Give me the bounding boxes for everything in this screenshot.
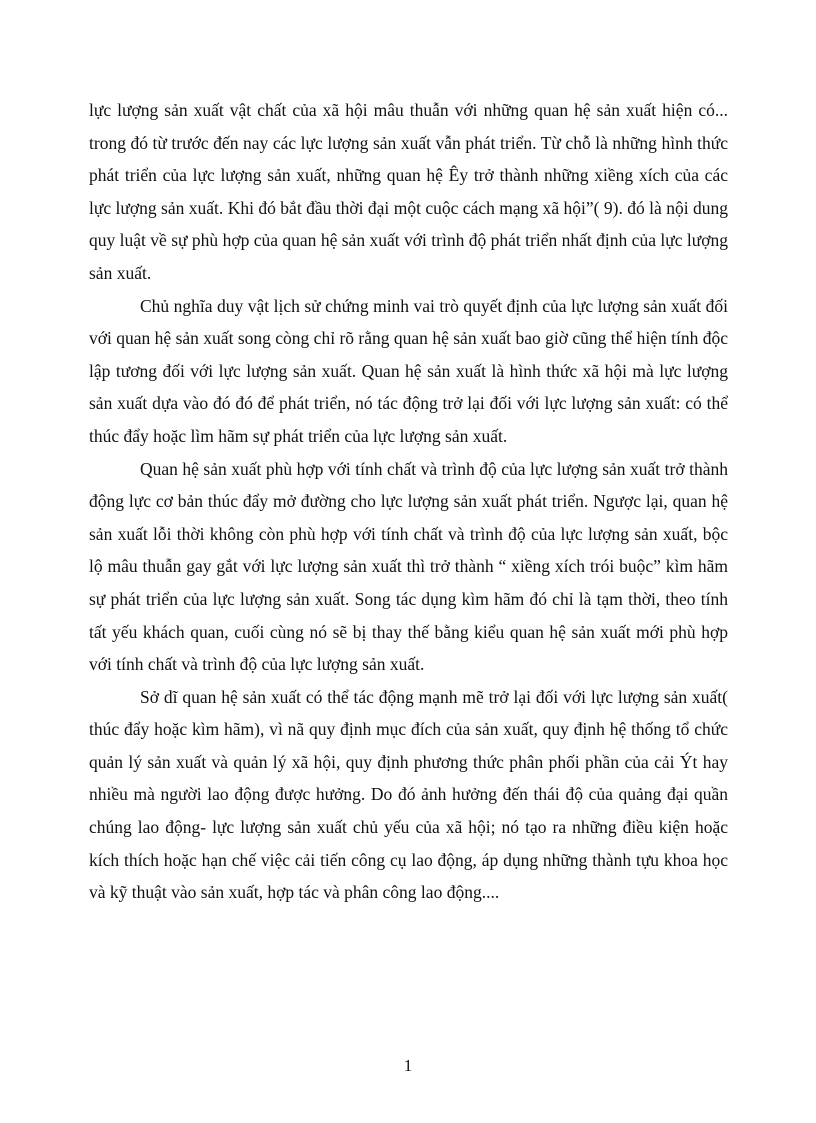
paragraph-1: lực lượng sản xuất vật chất của xã hội mâu thuẫn với những quan hệ sản xuất hiện có... trong đó từ trước đến nay các lực lượng sản xuất vẫn phát triển. Từ chỗ là những hình thức phát triển của lực lượng sản xuất, những quan hệ Êy trở thành những xiềng xích của các lực lượng sản xuất. Khi đó bắt đầu thời đại một cuộc cách mạng xã hội”( 9). đó là nội dung quy luật về sự phù hợp của quan hệ sản xuất với trình độ phát triển nhất định của lực lượng sản xuất. — [89, 100, 728, 283]
paragraph-4: Sở dĩ quan hệ sản xuất có thể tác động mạnh mẽ trở lại đối với lực lượng sản xuất( thúc đẩy hoặc kìm hãm), vì nã quy định mục đích của sản xuất, quy định hệ thống tổ chức quản lý sản xuất và quản lý xã hội, quy định phương thức phân phối phần của cải Ýt hay nhiều mà người lao động được hưởng. Do đó ảnh hưởng đến thái độ của quảng đại quần chúng lao động- lực lượng sản xuất chủ yếu của xã hội; nó tạo ra những điều kiện hoặc kích thích hoặc hạn chế việc cải tiến công cụ lao động, áp dụng những thành tựu khoa học và kỹ thuật vào sản xuất, hợp tác và phân công lao động.... — [89, 686, 728, 903]
paragraph-2: Chủ nghĩa duy vật lịch sử chứng minh vai trò quyết định của lực lượng sản xuất đối với quan hệ sản xuất song còng chỉ rõ rằng quan hệ sản xuất bao giờ cũng thể hiện tính độc lập tương đối với lực lượng sản xuất. Quan hệ sản xuất là hình thức xã hội mà lực lượng sản xuất dựa vào đó đó để phát triển, nó tác động trở lại đối với lực lượng sản xuất: có thể thúc đẩy hoặc lìm hãm sự phát triển của lực lượng sản xuất. — [89, 295, 728, 446]
page-number: 1 — [403, 1056, 413, 1075]
paragraph-3: Quan hệ sản xuất phù hợp với tính chất và trình độ của lực lượng sản xuất trở thành động lực cơ bản thúc đẩy mở đường cho lực lượng sản xuất phát triển. Ngược lại, quan hệ sản xuất lỗi thời không còn phù hợp với tính chất và trình độ của lực lượng sản xuất, bộc lộ mâu thuẫn gay gắt với lực lượng sản xuất thì trở thành “ xiềng xích trói buộc” kìm hãm sự phát triển của lực lượng sản xuất. Song tác dụng kìm hãm đó chỉ là tạm thời, theo tính tất yếu khách quan, cuối cùng nó sẽ bị thay thế bằng kiểu quan hệ sản xuất mới phù hợp với tính chất và trình độ của lực lượng sản xuất. — [89, 458, 728, 675]
body-text — [89, 94, 728, 909]
